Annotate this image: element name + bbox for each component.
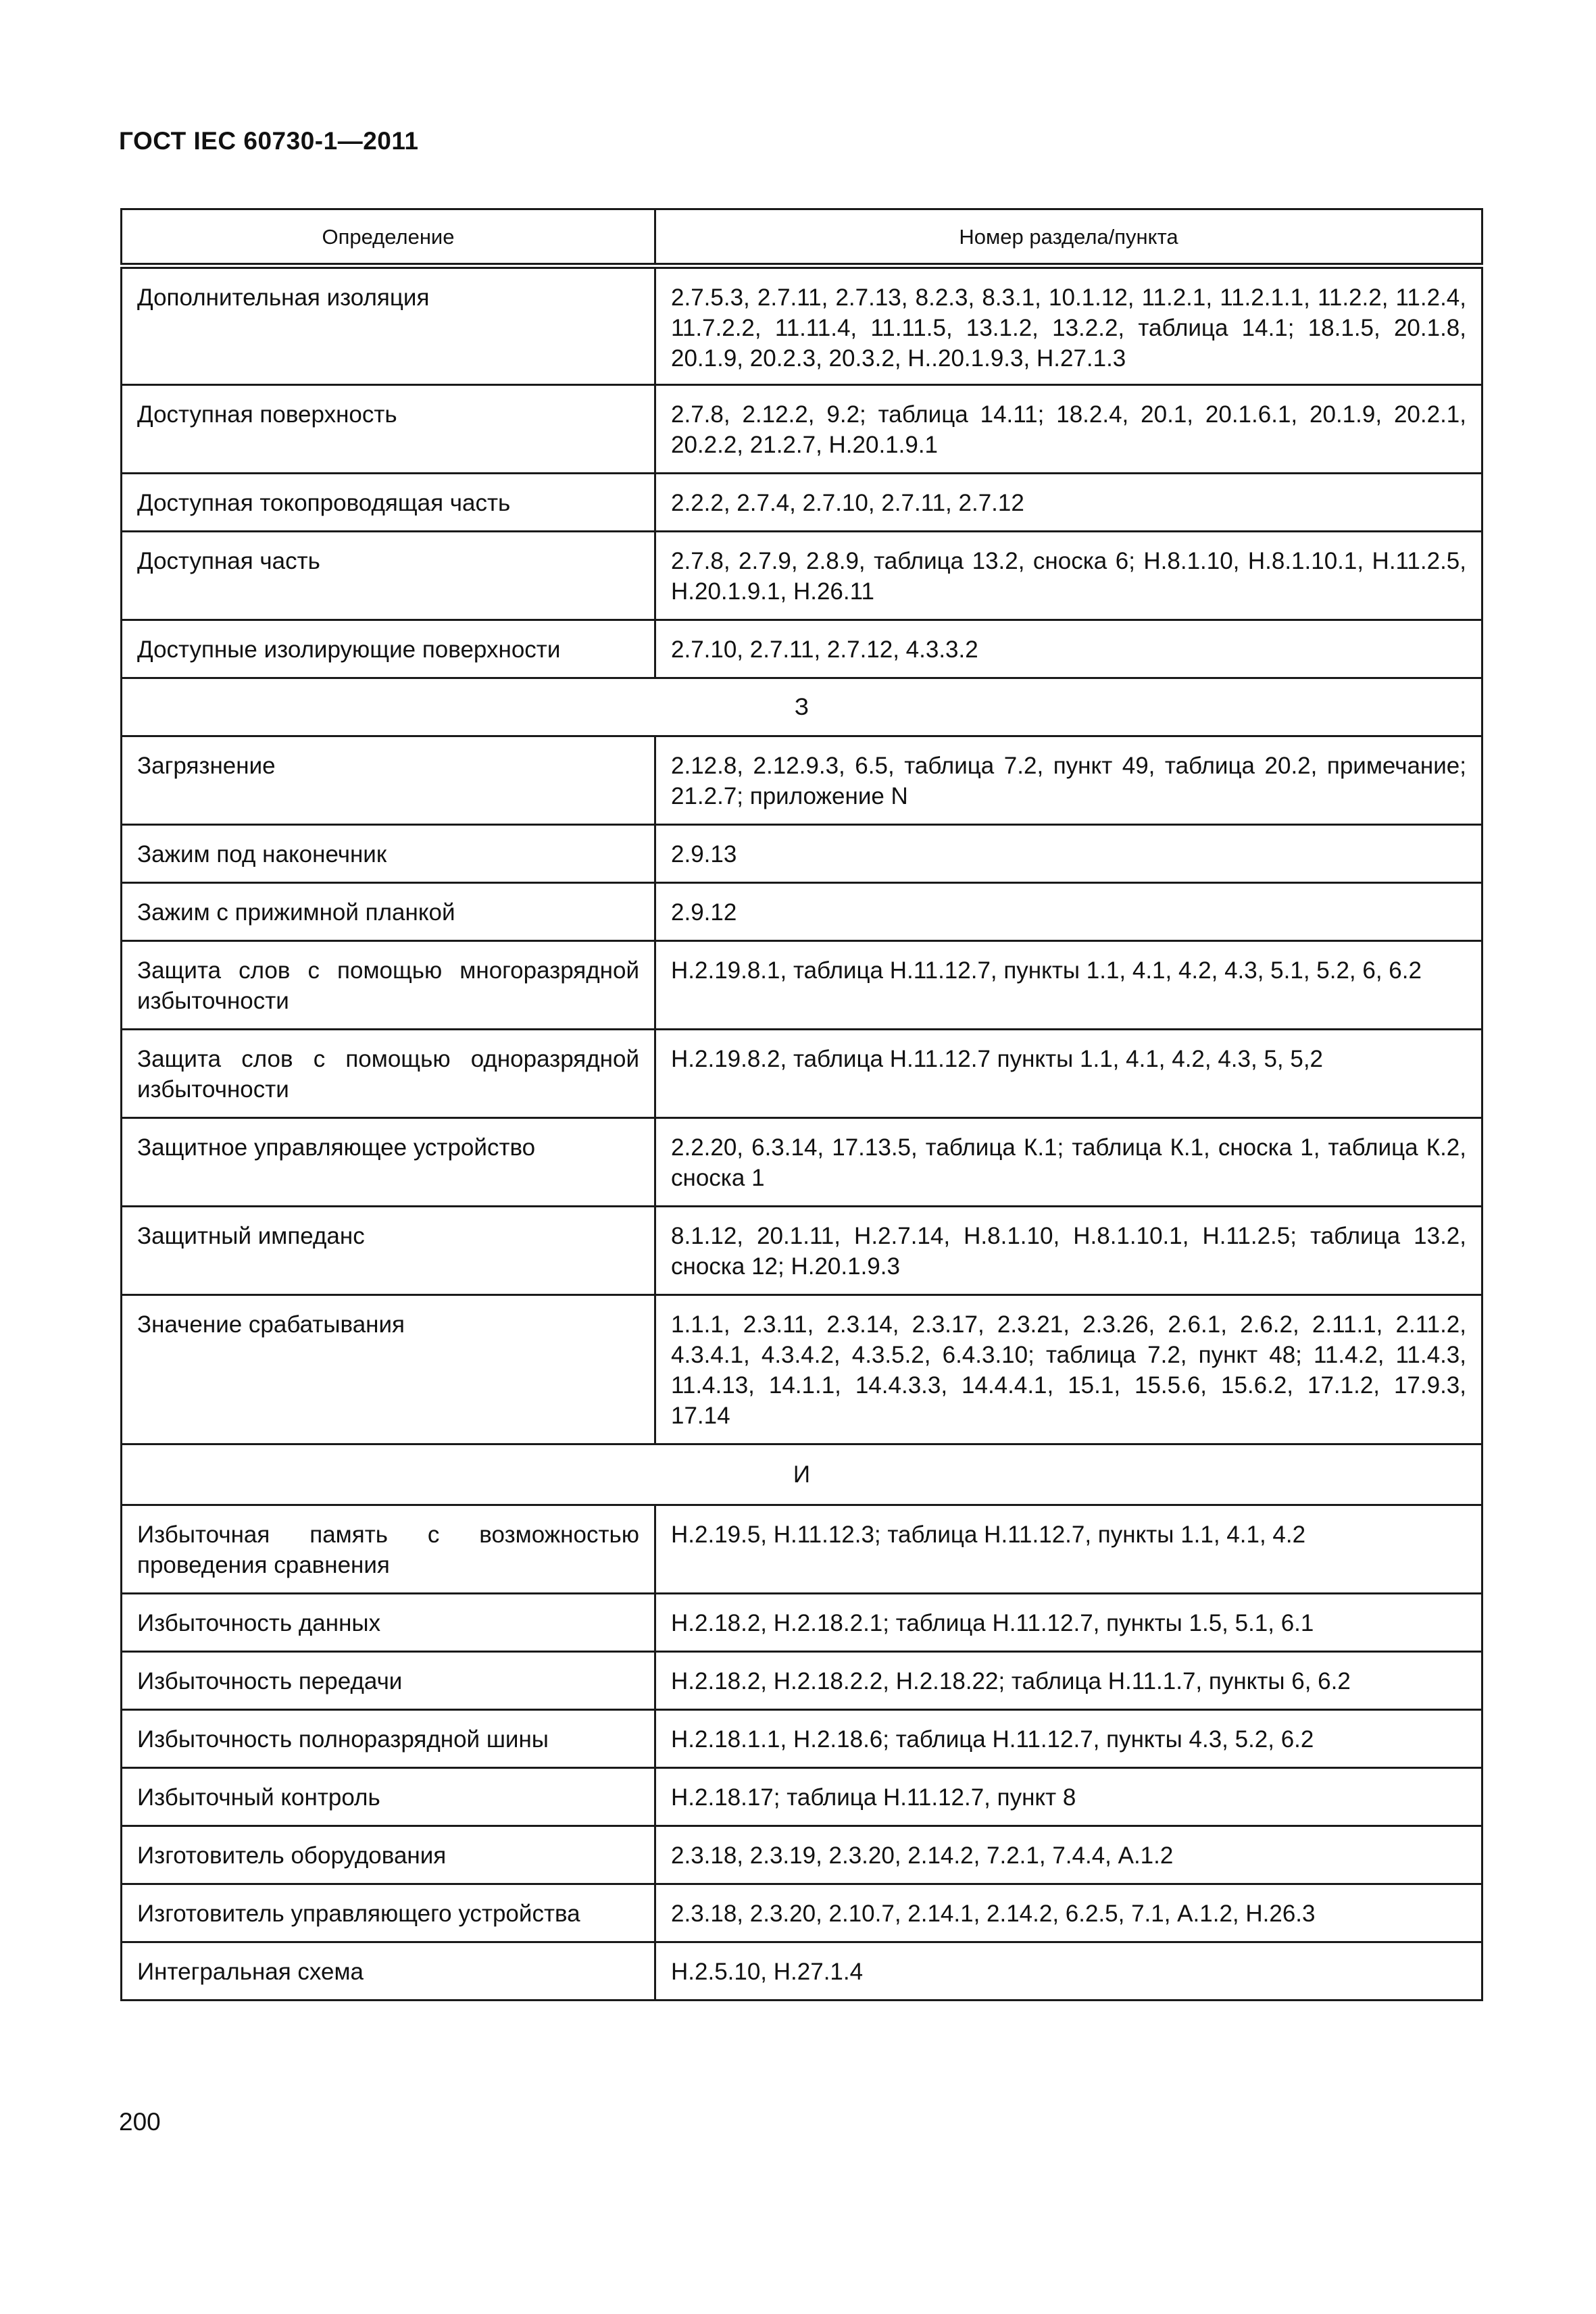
section-number-cell (655, 532, 1482, 620)
table-row (122, 1768, 1482, 1826)
table-row (122, 266, 1482, 385)
definition-text: Доступные изолирующие поверхности (137, 636, 561, 663)
table-row (122, 1295, 1482, 1444)
table-row (122, 474, 1482, 532)
definition-cell (122, 941, 655, 1030)
definition-text: Интегральная схема (137, 1959, 364, 1985)
table-row (122, 1594, 1482, 1652)
table-row (122, 1942, 1482, 2001)
table-row (122, 736, 1482, 825)
section-number-cell (655, 825, 1482, 883)
section-number-cell (655, 1594, 1482, 1652)
table-row (122, 532, 1482, 620)
definition-cell (122, 1118, 655, 1207)
definition-text: Защита слов с помощью одноразрядной избыточности (137, 1046, 639, 1103)
definition-cell (122, 1710, 655, 1768)
section-number-cell (655, 474, 1482, 532)
definition-text: Загрязнение (137, 753, 276, 779)
table-row (122, 941, 1482, 1030)
section-number-text: Н.2.18.17; таблица Н.11.12.7, пункт 8 (671, 1784, 1076, 1811)
definition-cell (122, 1942, 655, 2001)
section-number-cell (655, 736, 1482, 825)
definition-cell (122, 1030, 655, 1118)
section-number-cell (655, 1884, 1482, 1942)
column-header-definition: Определение (122, 209, 655, 266)
table-body (122, 266, 1482, 2001)
table-row (122, 1652, 1482, 1710)
column-header-section-number: Номер раздела/пункта (655, 209, 1482, 266)
definition-cell (122, 532, 655, 620)
definition-text: Изготовитель управляющего устройства (137, 1901, 580, 1927)
section-number-cell (655, 1652, 1482, 1710)
section-number-cell (655, 941, 1482, 1030)
definition-cell (122, 736, 655, 825)
definition-text: Избыточность данных (137, 1610, 381, 1636)
definition-text: Избыточный контроль (137, 1784, 380, 1811)
definition-cell (122, 385, 655, 474)
section-number-cell (655, 1768, 1482, 1826)
page-number: 200 (119, 2108, 161, 2136)
section-number-text: 2.9.13 (671, 841, 737, 867)
section-number-text: Н.2.18.1.1, Н.2.18.6; таблица Н.11.12.7, пункты 4.3, 5.2, 6.2 (671, 1726, 1314, 1753)
section-number-text: 2.12.8, 2.12.9.3, 6.5, таблица 7.2, пункт 49, таблица 20.2, примечание; 21.2.7; приложение N (671, 753, 1466, 809)
table-row (122, 1030, 1482, 1118)
definition-cell (122, 266, 655, 385)
definition-cell (122, 1594, 655, 1652)
section-letter-row (122, 678, 1482, 736)
table-header (122, 209, 1482, 266)
table-row (122, 620, 1482, 678)
definition-cell (122, 1295, 655, 1444)
table-row (122, 883, 1482, 941)
section-number-cell (655, 1295, 1482, 1444)
definition-text: Избыточность передачи (137, 1668, 403, 1694)
definition-text: Избыточная память с возможностью проведения сравнения (137, 1521, 639, 1578)
document-header: ГОСТ IEC 60730-1—2011 (119, 127, 419, 155)
section-number-text: 2.3.18, 2.3.20, 2.10.7, 2.14.1, 2.14.2, 6.2.5, 7.1, А.1.2, Н.26.3 (671, 1901, 1316, 1927)
table-row (122, 1826, 1482, 1884)
index-table (120, 208, 1483, 2001)
table-row (122, 825, 1482, 883)
section-number-cell (655, 1030, 1482, 1118)
definition-text: Доступная поверхность (137, 401, 397, 428)
table-row (122, 1710, 1482, 1768)
section-number-text: 2.7.8, 2.12.2, 9.2; таблица 14.11; 18.2.4, 20.1, 20.1.6.1, 20.1.9, 20.2.1, 20.2.2, 21.2.7, Н.20.1.9.1 (671, 401, 1466, 458)
table-row (122, 1505, 1482, 1594)
definition-cell (122, 883, 655, 941)
section-number-text: Н.2.18.2, Н.2.18.2.1; таблица Н.11.12.7, пункты 1.5, 5.1, 6.1 (671, 1610, 1314, 1636)
section-number-cell (655, 1118, 1482, 1207)
section-number-cell (655, 1710, 1482, 1768)
definition-cell (122, 1652, 655, 1710)
section-number-cell (655, 1207, 1482, 1295)
section-number-text: Н.2.19.8.2, таблица Н.11.12.7 пункты 1.1, 4.1, 4.2, 4.3, 5, 5,2 (671, 1046, 1324, 1072)
section-number-text: 1.1.1, 2.3.11, 2.3.14, 2.3.17, 2.3.21, 2.3.26, 2.6.1, 2.6.2, 2.11.1, 2.11.2, 4.3.4.1, 4.3.4.2, 4.3.5.2, 6.4.3.10; таблица 7.2, пункт 48; 11.4.2, 11.4.3, 11.4.13, 14.1.1, 14.4.3.3, 14.4.4.1, 15.1, 15.5.6, 15.6.2, 17.1.2, 17.9.3, 17.14 (671, 1311, 1466, 1429)
definition-text: Доступная токопроводящая часть (137, 490, 511, 516)
definition-cell (122, 1826, 655, 1884)
definition-cell (122, 474, 655, 532)
definition-text: Зажим под наконечник (137, 841, 387, 867)
section-number-text: 2.7.10, 2.7.11, 2.7.12, 4.3.3.2 (671, 636, 978, 663)
section-number-text: 2.9.12 (671, 899, 737, 926)
table-row (122, 1884, 1482, 1942)
definition-text: Защитное управляющее устройство (137, 1134, 536, 1161)
section-number-text: 2.2.2, 2.7.4, 2.7.10, 2.7.11, 2.7.12 (671, 490, 1024, 516)
definition-text: Защитный импеданс (137, 1223, 365, 1249)
definition-text: Значение срабатывания (137, 1311, 405, 1338)
section-number-text: Н.2.18.2, Н.2.18.2.2, Н.2.18.22; таблица Н.11.1.7, пункты 6, 6.2 (671, 1668, 1351, 1694)
definition-cell (122, 1884, 655, 1942)
table-row (122, 1118, 1482, 1207)
section-number-text: 2.7.5.3, 2.7.11, 2.7.13, 8.2.3, 8.3.1, 10.1.12, 11.2.1, 11.2.1.1, 11.2.2, 11.2.4, 11.7.2.2, 11.11.4, 11.11.5, 13.1.2, 13.2.2, таблица 14.1; 18.1.5, 20.1.8, 20.1.9, 20.2.3, 20.3.2, Н..20.1.9.3, Н.27.1.3 (671, 284, 1466, 372)
definition-text: Доступная часть (137, 548, 320, 574)
section-number-text: Н.2.5.10, Н.27.1.4 (671, 1959, 864, 1985)
section-number-text: Н.2.19.5, Н.11.12.3; таблица Н.11.12.7, пункты 1.1, 4.1, 4.2 (671, 1521, 1306, 1548)
section-letter: З (122, 678, 1482, 736)
definition-cell (122, 620, 655, 678)
section-number-text: Н.2.19.8.1, таблица Н.11.12.7, пункты 1.1, 4.1, 4.2, 4.3, 5.1, 5.2, 6, 6.2 (671, 957, 1422, 984)
definition-text: Зажим с прижимной планкой (137, 899, 455, 926)
section-letter-row (122, 1444, 1482, 1505)
definition-text: Дополнительная изоляция (137, 284, 430, 311)
section-number-text: 8.1.12, 20.1.11, Н.2.7.14, Н.8.1.10, Н.8.1.10.1, Н.11.2.5; таблица 13.2, сноска 12; Н.20.1.9.3 (671, 1223, 1466, 1280)
section-number-text: 2.2.20, 6.3.14, 17.13.5, таблица К.1; таблица К.1, сноска 1, таблица К.2, сноска 1 (671, 1134, 1466, 1191)
section-letter: И (122, 1444, 1482, 1505)
definition-cell (122, 825, 655, 883)
definition-text: Изготовитель оборудования (137, 1842, 447, 1869)
definition-text: Защита слов с помощью многоразрядной избыточности (137, 957, 639, 1014)
section-number-cell (655, 266, 1482, 385)
section-number-cell (655, 620, 1482, 678)
section-number-text: 2.7.8, 2.7.9, 2.8.9, таблица 13.2, сноска 6; Н.8.1.10, Н.8.1.10.1, Н.11.2.5, Н.20.1.9.1, Н.26.11 (671, 548, 1466, 605)
section-number-text: 2.3.18, 2.3.19, 2.3.20, 2.14.2, 7.2.1, 7.4.4, А.1.2 (671, 1842, 1174, 1869)
definition-cell (122, 1207, 655, 1295)
table-row (122, 385, 1482, 474)
section-number-cell (655, 1826, 1482, 1884)
section-number-cell (655, 883, 1482, 941)
table-row (122, 1207, 1482, 1295)
section-number-cell (655, 1505, 1482, 1594)
header-row (122, 209, 1482, 266)
definition-cell (122, 1768, 655, 1826)
section-number-cell (655, 385, 1482, 474)
definition-cell (122, 1505, 655, 1594)
section-number-cell (655, 1942, 1482, 2001)
definition-text: Избыточность полноразрядной шины (137, 1726, 549, 1753)
